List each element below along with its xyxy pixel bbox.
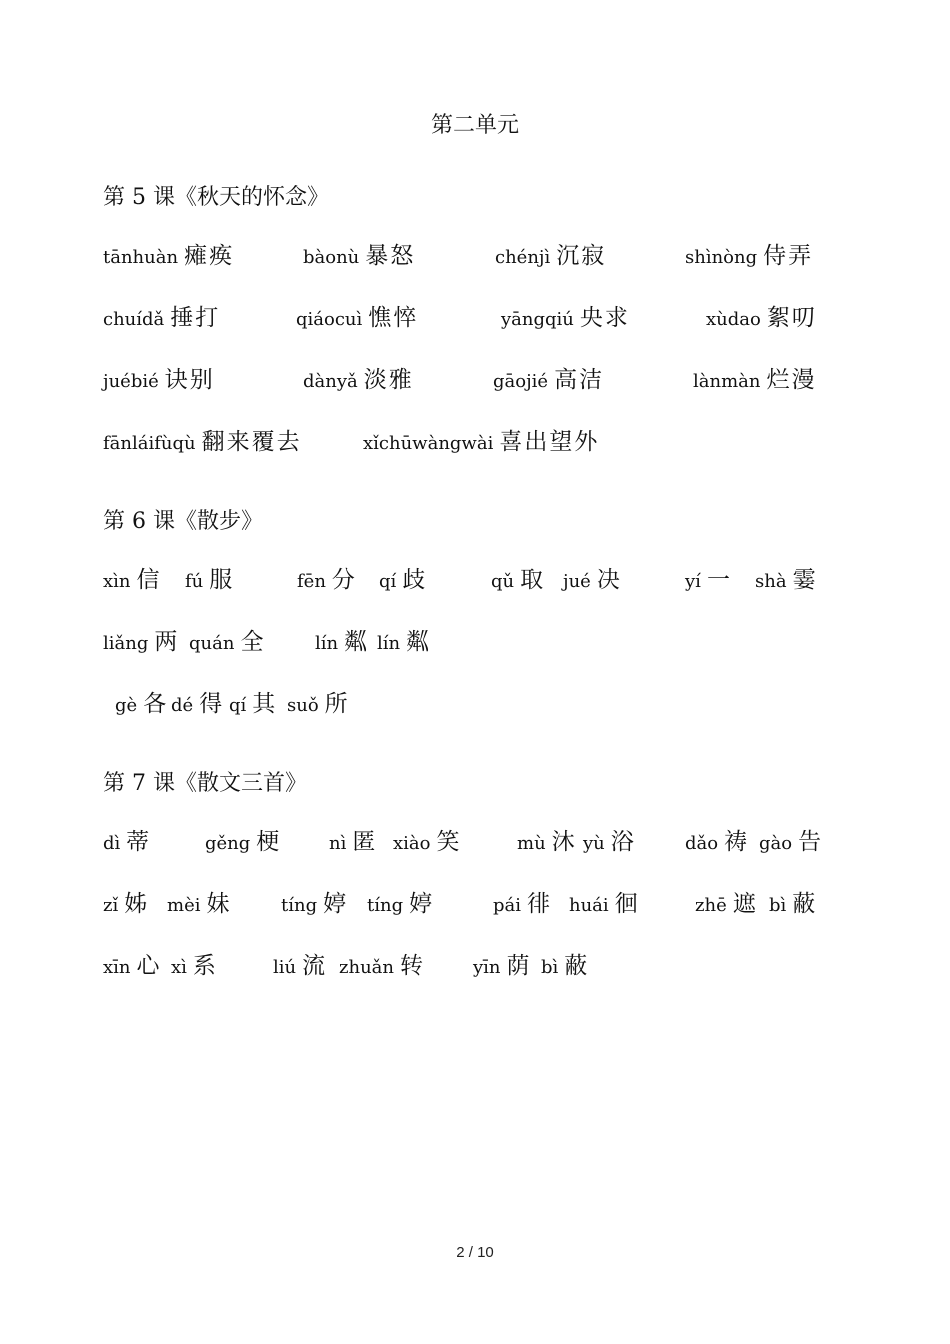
pinyin: lín: [377, 633, 401, 654]
hanzi: 浴: [610, 829, 636, 855]
vocab-line: [103, 688, 833, 720]
vocab-word: [339, 950, 425, 984]
pinyin: tíng: [367, 895, 404, 916]
pinyin: yí: [685, 571, 701, 592]
pinyin: liú: [273, 957, 297, 978]
hanzi: 全: [240, 629, 266, 655]
vocab-line: [103, 302, 833, 334]
page-number: 2 / 10: [456, 1244, 494, 1261]
vocab-word: [495, 240, 606, 274]
pinyin: lín: [315, 633, 339, 654]
hanzi: 各: [143, 691, 169, 717]
pinyin: bàonù: [303, 247, 360, 268]
vocab-word: [273, 950, 327, 984]
pinyin: qǔ: [491, 571, 515, 592]
pinyin: tíng: [281, 895, 318, 916]
vocab-word: [693, 364, 816, 398]
pinyin: gè: [115, 695, 138, 716]
pinyin: bì: [541, 957, 559, 978]
hanzi: 诀别: [164, 367, 215, 393]
pinyin: gāojié: [493, 371, 549, 392]
pinyin: zhē: [695, 895, 727, 916]
hanzi: 婷: [323, 891, 349, 917]
vocab-word: [103, 826, 151, 860]
hanzi: 其: [252, 691, 278, 717]
hanzi: 淡雅: [363, 367, 414, 393]
vocab-word: [695, 888, 758, 922]
vocab-word: [329, 826, 377, 860]
pinyin: jué: [563, 571, 591, 592]
vocab-word: [569, 888, 640, 922]
pinyin: qiáocuì: [296, 309, 363, 330]
hanzi: 暴怒: [365, 243, 416, 269]
pinyin: liǎng: [103, 633, 149, 654]
hanzi: 徊: [614, 891, 640, 917]
vocab-word: [205, 826, 281, 860]
pinyin: shìnòng: [685, 247, 758, 268]
hanzi: 婷: [409, 891, 435, 917]
pinyin: xìn: [103, 571, 131, 592]
pinyin: quán: [189, 633, 235, 654]
hanzi: 匿: [352, 829, 378, 855]
hanzi: 憔悴: [368, 305, 419, 331]
pinyin: bì: [769, 895, 787, 916]
vocab-line: [103, 950, 833, 982]
vocab-word: [229, 688, 277, 722]
vocab-word: [296, 302, 418, 336]
vocab-word: [563, 564, 622, 598]
vocab-line: [103, 364, 833, 396]
vocab-word: [303, 364, 414, 398]
hanzi: 粼: [344, 629, 370, 655]
hanzi: 信: [136, 567, 162, 593]
vocab-word: [491, 564, 545, 598]
vocab-word: [189, 626, 265, 660]
hanzi: 祷: [724, 829, 750, 855]
pinyin: tānhuàn: [103, 247, 179, 268]
lesson-title: 第 7 课《散文三首》: [103, 771, 307, 796]
vocab-word: [363, 426, 599, 460]
hanzi: 所: [324, 691, 350, 717]
pinyin: qí: [379, 571, 397, 592]
hanzi: 告: [798, 829, 824, 855]
pinyin: dànyǎ: [303, 371, 358, 392]
pinyin: suǒ: [287, 695, 319, 716]
vocab-word: [517, 826, 577, 860]
hanzi: 分: [331, 567, 357, 593]
vocab-word: [171, 950, 218, 984]
hanzi: 决: [596, 567, 622, 593]
hanzi: 高洁: [554, 367, 605, 393]
hanzi: 得: [199, 691, 225, 717]
hanzi: 笑: [436, 829, 462, 855]
vocab-word: [103, 626, 179, 660]
pinyin: shà: [755, 571, 787, 592]
pinyin: xīn: [103, 957, 131, 978]
hanzi: 翻来覆去: [201, 429, 302, 455]
pinyin: yīn: [473, 957, 501, 978]
hanzi: 流: [302, 953, 328, 979]
pinyin: lànmàn: [693, 371, 761, 392]
vocab-word: [281, 888, 348, 922]
hanzi: 一: [706, 567, 732, 593]
unit-title: 第二单元: [430, 113, 519, 138]
hanzi: 沉寂: [556, 243, 607, 269]
hanzi: 系: [192, 953, 218, 979]
hanzi: 喜出望外: [499, 429, 600, 455]
hanzi: 侍弄: [763, 243, 814, 269]
vocab-word: [297, 564, 357, 598]
vocab-word: [379, 564, 427, 598]
vocab-word: [706, 302, 817, 336]
vocab-word: [473, 950, 532, 984]
pinyin: dǎo: [685, 833, 719, 854]
vocab-word: [685, 240, 813, 274]
vocab-word: [755, 564, 818, 598]
pinyin: juébié: [103, 371, 159, 392]
pinyin: xì: [171, 957, 187, 978]
hanzi: 沐: [551, 829, 577, 855]
pinyin: yù: [583, 833, 605, 854]
pinyin: nì: [329, 833, 347, 854]
hanzi: 取: [520, 567, 546, 593]
hanzi: 妹: [206, 891, 232, 917]
vocab-line: [103, 888, 833, 920]
hanzi: 粼: [406, 629, 432, 655]
vocab-word: [287, 688, 350, 722]
hanzi: 心: [136, 953, 162, 979]
hanzi: 梗: [256, 829, 282, 855]
vocab-word: [103, 302, 220, 336]
hanzi: 瘫痪: [184, 243, 235, 269]
vocab-line: [103, 564, 833, 596]
pinyin: mèi: [167, 895, 201, 916]
lesson-title: 第 6 课《散步》: [103, 509, 263, 534]
vocab-word: [759, 826, 823, 860]
pinyin: zhuǎn: [339, 957, 394, 978]
vocab-word: [103, 426, 302, 460]
pinyin: qí: [229, 695, 247, 716]
vocab-word: [583, 826, 636, 860]
vocab-word: [103, 240, 234, 274]
hanzi: 姊: [124, 891, 150, 917]
hanzi: 蔽: [564, 953, 590, 979]
pinyin: huái: [569, 895, 609, 916]
hanzi: 蒂: [126, 829, 152, 855]
vocab-word: [493, 888, 552, 922]
vocab-word: [501, 302, 630, 336]
hanzi: 蔽: [792, 891, 818, 917]
hanzi: 絮叨: [766, 305, 817, 331]
pinyin: fānláifùqù: [103, 433, 196, 454]
pinyin: mù: [517, 833, 546, 854]
pinyin: chénjì: [495, 247, 551, 268]
vocab-word: [769, 888, 817, 922]
hanzi: 徘: [527, 891, 553, 917]
vocab-word: [393, 826, 461, 860]
vocab-word: [171, 688, 224, 722]
pinyin: gěng: [205, 833, 251, 854]
hanzi: 霎: [792, 567, 818, 593]
vocab-word: [103, 888, 149, 922]
vocab-word: [685, 826, 749, 860]
pinyin: pái: [493, 895, 522, 916]
pinyin: zǐ: [103, 895, 119, 916]
pinyin: xiào: [393, 833, 431, 854]
vocab-word: [103, 950, 162, 984]
vocab-line: [103, 626, 833, 658]
hanzi: 遮: [732, 891, 758, 917]
pinyin: fú: [185, 571, 204, 592]
vocab-line: [103, 426, 833, 458]
pinyin: yāngqiú: [501, 309, 574, 330]
pinyin: fēn: [297, 571, 326, 592]
vocab-word: [541, 950, 589, 984]
vocab-word: [377, 626, 431, 660]
vocab-word: [685, 564, 732, 598]
vocab-line: [103, 240, 833, 272]
hanzi: 歧: [402, 567, 428, 593]
pinyin: gào: [759, 833, 793, 854]
vocab-word: [493, 364, 604, 398]
hanzi: 央求: [579, 305, 630, 331]
lesson-title: 第 5 课《秋天的怀念》: [103, 185, 329, 210]
vocab-word: [103, 564, 162, 598]
pinyin: xùdao: [706, 309, 761, 330]
pinyin: xǐchūwàngwài: [363, 433, 494, 454]
hanzi: 服: [209, 567, 235, 593]
pinyin: dé: [171, 695, 194, 716]
pinyin: chuídǎ: [103, 309, 165, 330]
vocab-word: [303, 240, 415, 274]
vocab-word: [185, 564, 234, 598]
vocab-word: [367, 888, 434, 922]
vocab-line: [103, 826, 833, 858]
vocab-word: [315, 626, 369, 660]
pinyin: dì: [103, 833, 121, 854]
hanzi: 荫: [506, 953, 532, 979]
vocab-word: [115, 688, 168, 722]
vocab-word: [103, 364, 215, 398]
vocab-word: [167, 888, 231, 922]
hanzi: 两: [154, 629, 180, 655]
hanzi: 捶打: [170, 305, 221, 331]
hanzi: 转: [400, 953, 425, 979]
hanzi: 烂漫: [766, 367, 817, 393]
